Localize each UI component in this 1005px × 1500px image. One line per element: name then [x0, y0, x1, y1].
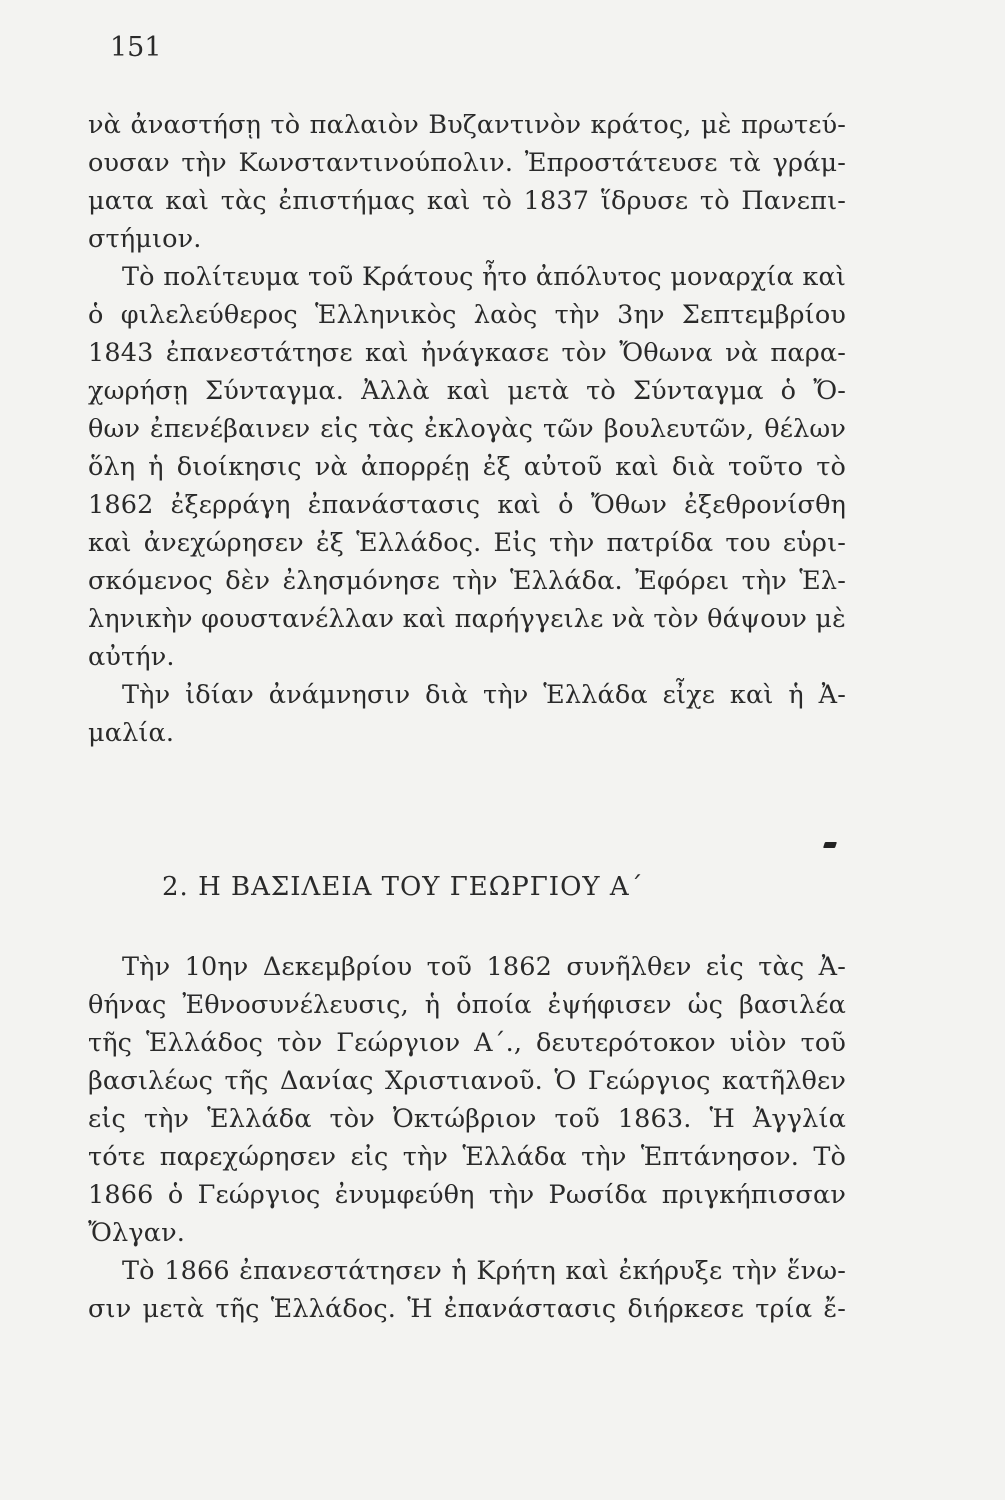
- text-line: θήνας Ἐθνοσυνέλευσις, ἡ ὁποία ἐψήφισεν ὡς βασιλέα: [88, 990, 846, 1020]
- text-line: Ὄλγαν.: [88, 1218, 186, 1248]
- text-line: τότε παρεχώρησεν εἰς τὴν Ἑλλάδα τὴν Ἑπτάνησον. Τὸ: [88, 1142, 846, 1172]
- text-line: σκόμενος δὲν ἐλησμόνησε τὴν Ἑλλάδα. Ἐφόρει τὴν Ἑλ-: [88, 566, 846, 596]
- text-line: 1843 ἐπανεστάτησε καὶ ἠνάγκασε τὸν Ὄθωνα νὰ παρα-: [88, 338, 846, 368]
- text-line: ὅλη ἡ διοίκησις νὰ ἀπορρέῃ ἐξ αὐτοῦ καὶ διὰ τοῦτο τὸ: [88, 452, 846, 482]
- page-number: 151: [110, 32, 162, 63]
- section-heading: 2. Η ΒΑΣΙΛΕΙΑ ΤΟΥ ΓΕΩΡΓΙΟΥ Α΄: [162, 872, 644, 902]
- text-line: θων ἐπενέβαινεν εἰς τὰς ἐκλογὰς τῶν βουλευτῶν, θέλων: [88, 414, 846, 444]
- text-block-reign-of-george: [88, 948, 846, 1328]
- text-line: χωρήσῃ Σύνταγμα. Ἀλλὰ καὶ μετὰ τὸ Σύνταγμα ὁ Ὄ-: [88, 376, 846, 406]
- text-line: Τὴν 10ην Δεκεμβρίου τοῦ 1862 συνῆλθεν εἰς τὰς Ἀ-: [122, 952, 846, 982]
- text-line: Τὴν ἰδίαν ἀνάμνησιν διὰ τὴν Ἑλλάδα εἶχε καὶ ἡ Ἀ-: [122, 680, 846, 710]
- text-line: σιν μετὰ τῆς Ἑλλάδος. Ἡ ἐπανάστασις διήρκεσε τρία ἔ-: [88, 1294, 846, 1324]
- text-line: ληνικὴν φουστανέλλαν καὶ παρήγγειλε νὰ τὸν θάψουν μὲ: [88, 604, 846, 634]
- text-line: βασιλέως τῆς Δανίας Χριστιανοῦ. Ὁ Γεώργιος κατῆλθεν: [88, 1066, 846, 1096]
- text-line: στήμιον.: [88, 224, 202, 254]
- text-line: 1866 ὁ Γεώργιος ἐνυμφεύθη τὴν Ρωσίδα πριγκήπισσαν: [88, 1180, 846, 1210]
- text-block-reign-of-otto: [88, 106, 846, 752]
- text-line: εἰς τὴν Ἑλλάδα τὸν Ὀκτώβριον τοῦ 1863. Ἡ Ἀγγλία: [88, 1104, 846, 1134]
- text-line: Τὸ 1866 ἐπανεστάτησεν ἡ Κρήτη καὶ ἐκήρυξε τὴν ἕνω-: [122, 1256, 846, 1286]
- text-line: 1862 ἐξερράγη ἐπανάστασις καὶ ὁ Ὄθων ἐξεθρονίσθη: [88, 490, 846, 520]
- text-line: ματα καὶ τὰς ἐπιστήμας καὶ τὸ 1837 ἵδρυσε τὸ Πανεπι-: [88, 186, 846, 216]
- text-line: αὐτήν.: [88, 642, 175, 672]
- ink-mark: [823, 842, 837, 848]
- text-line: ουσαν τὴν Κωνσταντινούπολιν. Ἐπροστάτευσε τὰ γράμ-: [88, 148, 846, 178]
- text-line: καὶ ἀνεχώρησεν ἐξ Ἑλλάδος. Εἰς τὴν πατρίδα του εὑρι-: [88, 528, 846, 558]
- text-line: νὰ ἀναστήσῃ τὸ παλαιὸν Βυζαντινὸν κράτος, μὲ πρωτεύ-: [88, 110, 846, 140]
- text-line: τῆς Ἑλλάδος τὸν Γεώργιον Α΄., δευτερότοκον υἱὸν τοῦ: [88, 1028, 846, 1058]
- text-line: Τὸ πολίτευμα τοῦ Κράτους ἦτο ἀπόλυτος μοναρχία καὶ: [122, 262, 846, 292]
- text-line: μαλία.: [88, 718, 175, 748]
- text-line: ὁ φιλελεύθερος Ἑλληνικὸς λαὸς τὴν 3ην Σεπτεμβρίου: [88, 300, 846, 330]
